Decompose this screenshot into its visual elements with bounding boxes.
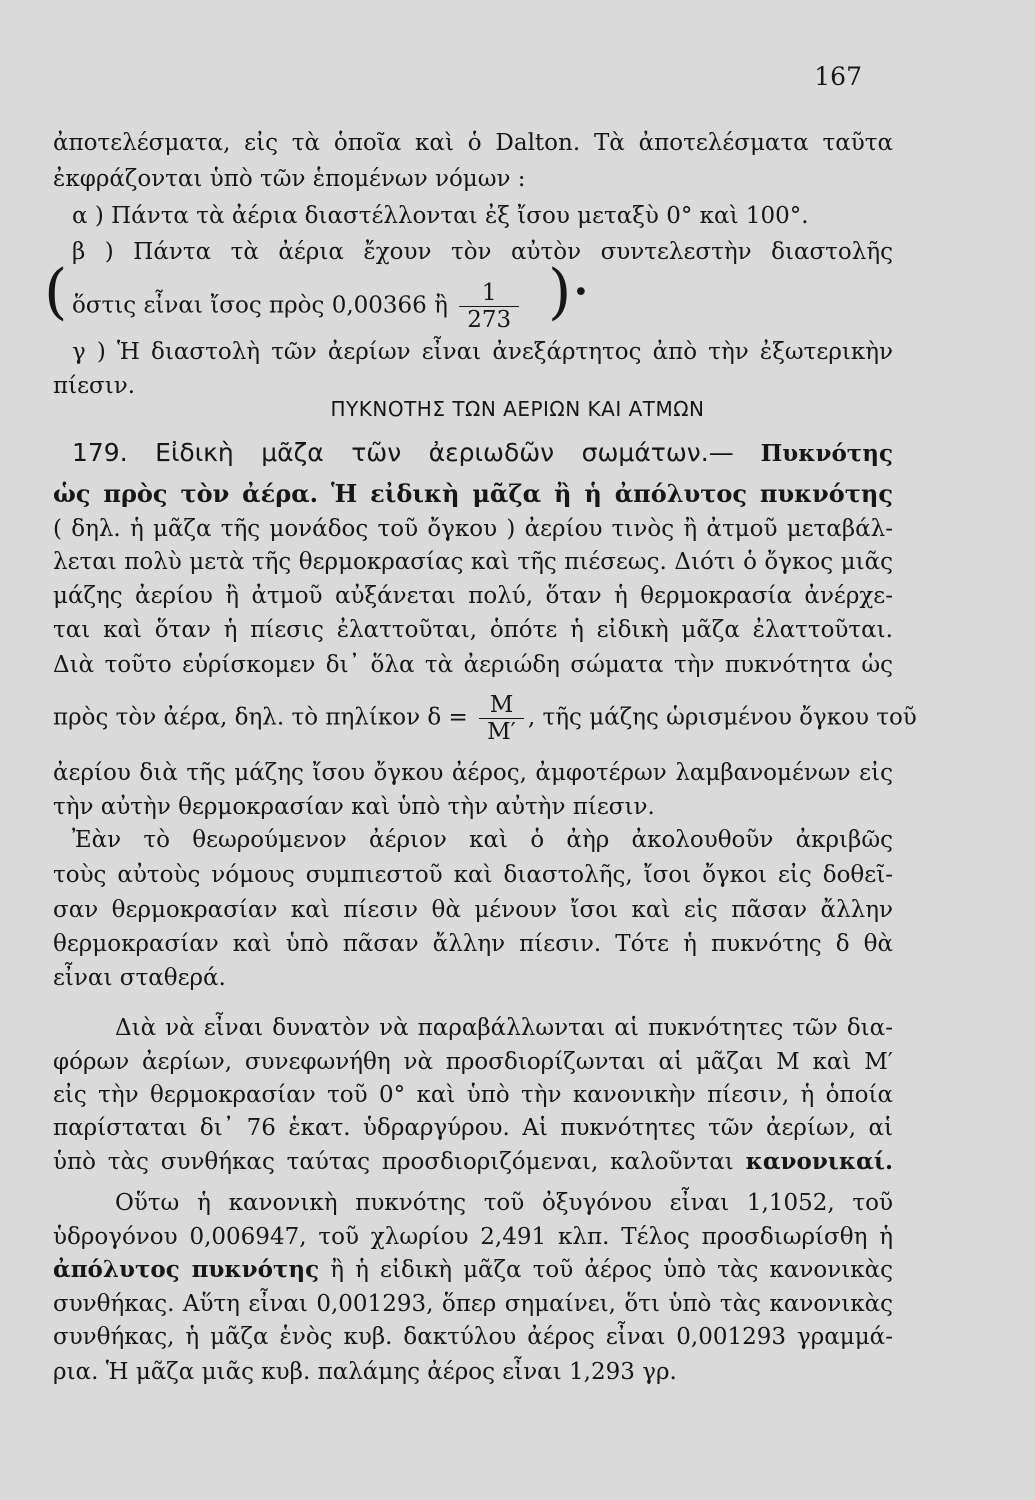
text-line bbox=[53, 1146, 893, 1178]
section-heading: ΠΥΚΝΟΤΗΣ ΤΩΝ ΑΕΡΙΩΝ ΚΑΙ ΑΤΜΩΝ bbox=[330, 397, 705, 421]
text-line: λεται πολὺ μετὰ τῆς θερμοκρασίας καὶ τῆς πιέσεως. Διότι ὁ ὄγκος μιᾶς bbox=[53, 549, 893, 575]
fraction bbox=[459, 280, 519, 333]
text-line: εἶναι σταθερά. bbox=[53, 965, 226, 991]
formula-line bbox=[53, 692, 917, 745]
formula-text: πρὸς τὸν ἀέρα, δηλ. τὸ πηλίκον δ = bbox=[53, 704, 468, 731]
text-line: παρίσταται δι᾽ 76 ἑκατ. ὑδραργύρου. Αἱ πυκνότητες τῶν ἀερίων, αἱ bbox=[53, 1115, 893, 1141]
text-line: ται καὶ ὅταν ἡ πίεσις ἐλαττοῦται, ὁπότε ἡ εἰδικὴ μᾶζα ἐλαττοῦται. bbox=[53, 617, 893, 643]
fraction-denominator: 273 bbox=[467, 307, 512, 333]
text-line: α ) Πάντα τὰ ἀέρια διαστέλλονται ἐξ ἴσου μεταξὺ 0° καὶ 100°. bbox=[72, 203, 809, 229]
text-line: ἐκφράζονται ὑπὸ τῶν ἑπομένων νόμων : bbox=[53, 166, 526, 192]
left-parenthesis: ( bbox=[44, 257, 68, 327]
text-line: β ) Πάντα τὰ ἀέρια ἔχουν τὸν αὐτὸν συντελεστὴν διαστολῆς bbox=[72, 239, 893, 265]
text-line: ἀποτελέσματα, εἰς τὰ ὁποῖα καὶ ὁ Dalton. Τὰ ἀποτελέσματα ταῦτα bbox=[53, 130, 893, 156]
bold-term: ἀπόλυτος πυκνότης bbox=[53, 1256, 320, 1283]
formula-line bbox=[72, 280, 523, 333]
text-line: τὴν αὐτὴν θερμοκρασίαν καὶ ὑπὸ τὴν αὐτὴν πίεσιν. bbox=[53, 794, 655, 820]
fraction-numerator: 1 bbox=[459, 280, 519, 307]
text-line: μάζης ἀερίου ἢ ἀτμοῦ αὐξάνεται πολύ, ὅταν ἡ θερμοκρασία ἀνέρχε- bbox=[53, 583, 893, 609]
text-line: πίεσιν. bbox=[53, 373, 136, 399]
section-title-line bbox=[72, 436, 893, 471]
text-span: ὑπὸ τὰς συνθήκας ταύτας προσδιοριζόμεναι, καλοῦνται bbox=[53, 1149, 734, 1175]
text-line: σαν θερμοκρασίαν καὶ πίεσιν θὰ μένουν ἴσοι καὶ εἰς πᾶσαν ἄλλην bbox=[53, 897, 893, 923]
text-line: Διὰ νὰ εἶναι δυνατὸν νὰ παραβάλλωνται αἱ πυκνότητες τῶν δια- bbox=[115, 1015, 893, 1041]
text-line: Διὰ τοῦτο εὑρίσκομεν δι᾽ ὅλα τὰ ἀεριώδη σώματα τὴν πυκνότητα ὡς bbox=[53, 652, 893, 678]
bold-term: κανονικαί. bbox=[745, 1148, 893, 1175]
text-line: Ἐὰν τὸ θεωρούμενον ἀέριον καὶ ὁ ἀὴρ ἀκολουθοῦν ἀκριβῶς bbox=[72, 827, 893, 853]
text-line: ρια. Ἡ μᾶζα μιᾶς κυβ. παλάμης ἀέρος εἶναι 1,293 γρ. bbox=[53, 1359, 677, 1385]
page-number: 167 bbox=[814, 62, 862, 91]
fraction bbox=[479, 692, 524, 745]
right-parenthesis: )· bbox=[548, 257, 591, 327]
text-line: ( δηλ. ἡ μᾶζα τῆς μονάδος τοῦ ὄγκου ) ἀερίου τινὸς ἢ ἀτμοῦ μεταβάλ- bbox=[53, 516, 893, 542]
formula-text: , τῆς μάζης ὡρισμένου ὄγκου τοῦ bbox=[527, 704, 917, 731]
text-line: φόρων ἀερίων, συνεφωνήθη νὰ προσδιορίζωνται αἱ μᾶζαι M καὶ M′ bbox=[53, 1049, 893, 1075]
bold-term: Πυκνότης bbox=[760, 440, 893, 467]
section-title: 179. Εἰδικὴ μᾶζα τῶν ἀεριωδῶν σωμάτων.— bbox=[72, 438, 734, 467]
text-line: θερμοκρασίαν καὶ ὑπὸ πᾶσαν ἄλλην πίεσιν. Τότε ἡ πυκνότης δ θὰ bbox=[53, 931, 893, 957]
text-line: συνθήκας, ἡ μᾶζα ἑνὸς κυβ. δακτύλου ἀέρος εἶναι 0,001293 γραμμά- bbox=[53, 1324, 893, 1350]
text-line: ὑδρογόνου 0,006947, τοῦ χλωρίου 2,491 κλπ. Τέλος προσδιωρίσθη ἡ bbox=[53, 1224, 893, 1250]
text-line: Οὕτω ἡ κανονικὴ πυκνότης τοῦ ὀξυγόνου εἶναι 1,1052, τοῦ bbox=[115, 1190, 893, 1216]
bold-line: ὡς πρὸς τὸν ἀέρα. Ἡ εἰδικὴ μᾶζα ἢ ἡ ἀπόλυτος πυκνότης bbox=[53, 479, 893, 508]
text-line: γ ) Ἡ διαστολὴ τῶν ἀερίων εἶναι ἀνεξάρτητος ἀπὸ τὴν ἐξωτερικὴν bbox=[72, 339, 893, 365]
formula-text: ὅστις εἶναι ἴσος πρὸς 0,00366 ἢ bbox=[72, 292, 448, 319]
text-line: ἀερίου διὰ τῆς μάζης ἴσου ὄγκου ἀέρος, ἀμφοτέρων λαμβανομένων εἰς bbox=[53, 760, 893, 786]
text-line: εἰς τὴν θερμοκρασίαν τοῦ 0° καὶ ὑπὸ τὴν κανονικὴν πίεσιν, ἡ ὁποία bbox=[53, 1082, 893, 1108]
fraction-numerator: M bbox=[479, 692, 524, 719]
text-line: τοὺς αὐτοὺς νόμους συμπιεστοῦ καὶ διαστολῆς, ἴσοι ὄγκοι εἰς δοθεῖ- bbox=[53, 862, 893, 888]
text-line bbox=[53, 1254, 893, 1286]
text-line: συνθήκας. Αὕτη εἶναι 0,001293, ὅπερ σημαίνει, ὅτι ὑπὸ τὰς κανονικὰς bbox=[53, 1291, 893, 1317]
text-span: ἢ ἡ εἰδικὴ μᾶζα τοῦ ἀέρος ὑπὸ τὰς κανονικὰς bbox=[330, 1257, 893, 1283]
fraction-denominator: M′ bbox=[487, 719, 516, 745]
